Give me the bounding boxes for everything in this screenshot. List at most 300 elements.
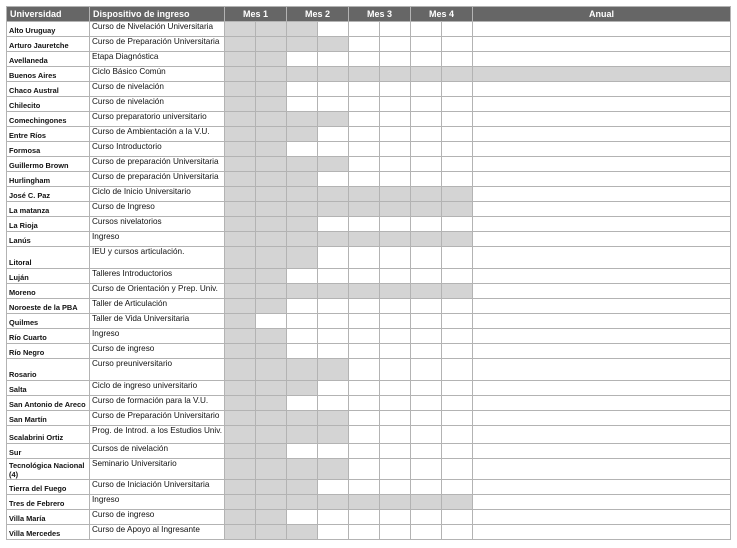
table-row: [7, 495, 731, 510]
period-cell-anual: [473, 187, 731, 202]
period-cell-mes1: [256, 480, 287, 495]
period-cell-mes2: [287, 459, 318, 480]
period-cell-mes2: [318, 426, 349, 444]
period-cell-mes2: [287, 510, 318, 525]
period-cell-mes3: [380, 112, 411, 127]
period-cell-mes3: [380, 284, 411, 299]
period-cell-anual: [473, 247, 731, 269]
admission-device: Curso de Ingreso: [90, 202, 225, 217]
period-cell-mes4: [442, 525, 473, 540]
period-cell-mes1: [225, 187, 256, 202]
table-row: [7, 269, 731, 284]
header-universidad: Universidad: [7, 7, 90, 22]
period-cell-mes4: [442, 284, 473, 299]
period-cell-mes3: [349, 444, 380, 459]
period-cell-mes2: [287, 381, 318, 396]
period-cell-mes2: [318, 37, 349, 52]
period-cell-mes2: [287, 444, 318, 459]
header-mes-3: Mes 3: [349, 7, 411, 22]
period-cell-mes3: [380, 127, 411, 142]
period-cell-mes3: [380, 525, 411, 540]
table-row: [7, 172, 731, 187]
period-cell-mes2: [318, 284, 349, 299]
table-row: [7, 444, 731, 459]
period-cell-mes4: [411, 525, 442, 540]
university-name: Sur: [7, 444, 90, 459]
period-cell-mes1: [225, 495, 256, 510]
admission-table: [6, 6, 731, 540]
period-cell-mes3: [349, 112, 380, 127]
header-anual: Anual: [473, 7, 731, 22]
period-cell-mes4: [411, 269, 442, 284]
period-cell-mes4: [411, 157, 442, 172]
period-cell-mes2: [287, 314, 318, 329]
period-cell-anual: [473, 22, 731, 37]
period-cell-mes4: [411, 359, 442, 381]
university-name: Entre Ríos: [7, 127, 90, 142]
period-cell-mes3: [380, 37, 411, 52]
university-name: Formosa: [7, 142, 90, 157]
period-cell-mes3: [349, 314, 380, 329]
period-cell-mes2: [318, 247, 349, 269]
table-row: [7, 217, 731, 232]
period-cell-mes2: [287, 396, 318, 411]
admission-device: Curso de Preparación Universitario: [90, 411, 225, 426]
period-cell-anual: [473, 459, 731, 480]
table-row: [7, 284, 731, 299]
period-cell-mes4: [411, 344, 442, 359]
period-cell-mes4: [442, 480, 473, 495]
period-cell-mes1: [225, 247, 256, 269]
table-row: [7, 344, 731, 359]
period-cell-mes1: [256, 381, 287, 396]
period-cell-mes3: [380, 172, 411, 187]
period-cell-mes4: [442, 37, 473, 52]
period-cell-anual: [473, 381, 731, 396]
period-cell-mes1: [256, 232, 287, 247]
period-cell-mes3: [380, 381, 411, 396]
period-cell-mes3: [349, 127, 380, 142]
period-cell-mes2: [287, 82, 318, 97]
period-cell-mes3: [349, 525, 380, 540]
period-cell-mes1: [256, 247, 287, 269]
period-cell-mes1: [256, 411, 287, 426]
period-cell-mes1: [225, 381, 256, 396]
table-row: [7, 127, 731, 142]
period-cell-mes4: [442, 459, 473, 480]
admission-device: Taller de Articulación: [90, 299, 225, 314]
admission-device: Curso de Apoyo al Ingresante: [90, 525, 225, 540]
period-cell-mes2: [287, 344, 318, 359]
period-cell-mes4: [411, 37, 442, 52]
header-mes-1: Mes 1: [225, 7, 287, 22]
period-cell-mes4: [442, 314, 473, 329]
admission-device: Ciclo de ingreso universitario: [90, 381, 225, 396]
period-cell-mes1: [256, 510, 287, 525]
period-cell-mes2: [287, 172, 318, 187]
period-cell-anual: [473, 510, 731, 525]
period-cell-mes4: [411, 67, 442, 82]
period-cell-mes4: [411, 142, 442, 157]
university-name: Quilmes: [7, 314, 90, 329]
period-cell-mes4: [442, 444, 473, 459]
period-cell-mes2: [318, 22, 349, 37]
period-cell-mes1: [256, 22, 287, 37]
table-row: [7, 232, 731, 247]
table-row: [7, 426, 731, 444]
university-name: Chaco Austral: [7, 82, 90, 97]
admission-device: Curso de ingreso: [90, 510, 225, 525]
period-cell-mes4: [411, 187, 442, 202]
period-cell-mes3: [349, 359, 380, 381]
table-row: [7, 314, 731, 329]
period-cell-anual: [473, 157, 731, 172]
period-cell-mes3: [349, 329, 380, 344]
period-cell-mes3: [380, 329, 411, 344]
admission-device: Ingreso: [90, 329, 225, 344]
period-cell-mes2: [318, 67, 349, 82]
period-cell-anual: [473, 37, 731, 52]
period-cell-mes2: [318, 97, 349, 112]
period-cell-mes1: [256, 142, 287, 157]
period-cell-anual: [473, 82, 731, 97]
period-cell-anual: [473, 67, 731, 82]
period-cell-anual: [473, 525, 731, 540]
period-cell-mes2: [287, 187, 318, 202]
table-row: [7, 359, 731, 381]
period-cell-mes4: [411, 52, 442, 67]
period-cell-mes1: [225, 284, 256, 299]
period-cell-mes3: [349, 480, 380, 495]
period-cell-mes1: [225, 359, 256, 381]
period-cell-mes3: [380, 444, 411, 459]
period-cell-mes3: [380, 142, 411, 157]
period-cell-mes1: [225, 525, 256, 540]
period-cell-mes2: [287, 112, 318, 127]
table-row: [7, 411, 731, 426]
period-cell-mes3: [349, 82, 380, 97]
period-cell-mes1: [225, 299, 256, 314]
university-name: Lanús: [7, 232, 90, 247]
period-cell-anual: [473, 172, 731, 187]
admission-device: Curso Introductorio: [90, 142, 225, 157]
admission-device: Curso de Iniciación Universitaria: [90, 480, 225, 495]
period-cell-mes1: [225, 510, 256, 525]
period-cell-mes1: [225, 202, 256, 217]
university-name: Comechingones: [7, 112, 90, 127]
table-row: [7, 381, 731, 396]
period-cell-mes4: [442, 127, 473, 142]
period-cell-mes4: [442, 247, 473, 269]
period-cell-mes2: [318, 480, 349, 495]
period-cell-mes3: [349, 217, 380, 232]
period-cell-mes1: [256, 344, 287, 359]
period-cell-mes2: [318, 82, 349, 97]
period-cell-mes4: [411, 495, 442, 510]
period-cell-mes4: [442, 157, 473, 172]
university-name: Chilecito: [7, 97, 90, 112]
table-row: [7, 112, 731, 127]
period-cell-mes4: [411, 284, 442, 299]
period-cell-mes2: [318, 510, 349, 525]
period-cell-mes3: [380, 217, 411, 232]
period-cell-mes1: [225, 52, 256, 67]
period-cell-anual: [473, 426, 731, 444]
university-name: Tres de Febrero: [7, 495, 90, 510]
period-cell-mes4: [442, 396, 473, 411]
table-body: [7, 22, 731, 540]
period-cell-mes3: [349, 97, 380, 112]
period-cell-mes1: [256, 444, 287, 459]
period-cell-mes2: [287, 217, 318, 232]
period-cell-mes1: [256, 459, 287, 480]
period-cell-mes4: [442, 299, 473, 314]
period-cell-mes1: [225, 459, 256, 480]
university-name: La matanza: [7, 202, 90, 217]
period-cell-mes1: [256, 187, 287, 202]
period-cell-anual: [473, 411, 731, 426]
period-cell-mes1: [225, 127, 256, 142]
admission-device: Cursos de nivelación: [90, 444, 225, 459]
admission-device: Curso de nivelación: [90, 97, 225, 112]
period-cell-mes2: [318, 127, 349, 142]
period-cell-mes3: [380, 344, 411, 359]
university-name: Hurlingham: [7, 172, 90, 187]
period-cell-mes2: [318, 329, 349, 344]
period-cell-anual: [473, 444, 731, 459]
period-cell-anual: [473, 127, 731, 142]
period-cell-mes3: [380, 82, 411, 97]
period-cell-mes2: [318, 495, 349, 510]
period-cell-mes1: [256, 157, 287, 172]
period-cell-mes1: [225, 37, 256, 52]
table-row: [7, 247, 731, 269]
period-cell-mes4: [442, 187, 473, 202]
period-cell-mes1: [225, 142, 256, 157]
period-cell-mes3: [349, 52, 380, 67]
period-cell-mes4: [442, 97, 473, 112]
period-cell-anual: [473, 142, 731, 157]
period-cell-mes4: [442, 344, 473, 359]
period-cell-mes3: [380, 299, 411, 314]
period-cell-mes2: [287, 329, 318, 344]
university-name: Scalabrini Ortiz: [7, 426, 90, 444]
period-cell-mes3: [349, 187, 380, 202]
period-cell-mes2: [318, 217, 349, 232]
period-cell-mes3: [380, 187, 411, 202]
period-cell-anual: [473, 344, 731, 359]
university-name: Río Negro: [7, 344, 90, 359]
admission-device: Taller de Vida Universitaria: [90, 314, 225, 329]
period-cell-mes2: [318, 142, 349, 157]
period-cell-mes4: [442, 112, 473, 127]
period-cell-mes3: [349, 157, 380, 172]
period-cell-mes2: [287, 37, 318, 52]
admission-device: Curso de ingreso: [90, 344, 225, 359]
period-cell-mes2: [287, 247, 318, 269]
period-cell-mes4: [442, 495, 473, 510]
period-cell-mes1: [225, 444, 256, 459]
admission-device: Ingreso: [90, 495, 225, 510]
period-cell-mes4: [411, 329, 442, 344]
university-name: José C. Paz: [7, 187, 90, 202]
period-cell-mes1: [256, 172, 287, 187]
header-row: [7, 7, 731, 22]
period-cell-mes1: [256, 359, 287, 381]
period-cell-mes1: [256, 396, 287, 411]
period-cell-mes3: [349, 22, 380, 37]
admission-device: Ciclo Básico Común: [90, 67, 225, 82]
table-row: [7, 82, 731, 97]
period-cell-mes4: [442, 329, 473, 344]
table-row: [7, 52, 731, 67]
period-cell-mes4: [411, 112, 442, 127]
period-cell-mes3: [349, 381, 380, 396]
period-cell-anual: [473, 396, 731, 411]
period-cell-mes4: [442, 217, 473, 232]
period-cell-mes1: [225, 269, 256, 284]
period-cell-mes3: [380, 396, 411, 411]
period-cell-mes2: [287, 157, 318, 172]
admission-device: IEU y cursos articulación.: [90, 247, 225, 269]
period-cell-mes2: [318, 459, 349, 480]
period-cell-mes2: [318, 52, 349, 67]
period-cell-mes3: [349, 284, 380, 299]
period-cell-mes2: [318, 172, 349, 187]
university-name: Buenos Aires: [7, 67, 90, 82]
period-cell-mes2: [287, 359, 318, 381]
admission-device: Curso de Preparación Universitaria: [90, 37, 225, 52]
period-cell-mes1: [256, 495, 287, 510]
admission-device: Curso de Ambientación a la V.U.: [90, 127, 225, 142]
period-cell-mes4: [411, 217, 442, 232]
period-cell-mes4: [411, 444, 442, 459]
period-cell-mes2: [287, 97, 318, 112]
period-cell-mes1: [256, 426, 287, 444]
university-name: Moreno: [7, 284, 90, 299]
period-cell-mes3: [349, 172, 380, 187]
university-name: Avellaneda: [7, 52, 90, 67]
period-cell-mes2: [318, 396, 349, 411]
period-cell-mes4: [442, 426, 473, 444]
period-cell-mes4: [411, 396, 442, 411]
period-cell-mes3: [349, 269, 380, 284]
period-cell-mes2: [287, 127, 318, 142]
period-cell-anual: [473, 284, 731, 299]
period-cell-mes1: [256, 82, 287, 97]
period-cell-mes3: [349, 202, 380, 217]
period-cell-mes3: [349, 232, 380, 247]
period-cell-mes2: [318, 112, 349, 127]
university-name: Rosario: [7, 359, 90, 381]
period-cell-mes1: [256, 269, 287, 284]
university-name: San Antonio de Areco: [7, 396, 90, 411]
period-cell-mes3: [349, 299, 380, 314]
university-name: Noroeste de la PBA: [7, 299, 90, 314]
period-cell-mes2: [318, 344, 349, 359]
university-name: Litoral: [7, 247, 90, 269]
period-cell-mes4: [411, 97, 442, 112]
period-cell-mes1: [256, 202, 287, 217]
period-cell-mes2: [318, 269, 349, 284]
period-cell-mes4: [411, 299, 442, 314]
period-cell-mes1: [225, 217, 256, 232]
period-cell-mes3: [380, 247, 411, 269]
table-row: [7, 22, 731, 37]
period-cell-mes1: [256, 299, 287, 314]
period-cell-mes1: [225, 329, 256, 344]
university-name: Tecnológica Nacional (4): [7, 459, 90, 480]
table-row: [7, 67, 731, 82]
period-cell-mes4: [442, 269, 473, 284]
period-cell-mes3: [380, 157, 411, 172]
university-name: Tierra del Fuego: [7, 480, 90, 495]
university-name: Villa María: [7, 510, 90, 525]
period-cell-mes4: [442, 381, 473, 396]
admission-device: Curso de Nivelación Universitaria: [90, 22, 225, 37]
university-name: Salta: [7, 381, 90, 396]
university-name: Guillermo Brown: [7, 157, 90, 172]
period-cell-mes4: [442, 82, 473, 97]
period-cell-mes2: [287, 525, 318, 540]
period-cell-mes1: [225, 172, 256, 187]
university-name: San Martín: [7, 411, 90, 426]
admission-device: Curso preparatorio universitario: [90, 112, 225, 127]
period-cell-mes4: [411, 381, 442, 396]
period-cell-mes1: [225, 314, 256, 329]
university-name: Río Cuarto: [7, 329, 90, 344]
period-cell-mes3: [349, 459, 380, 480]
period-cell-mes4: [411, 411, 442, 426]
period-cell-mes4: [442, 510, 473, 525]
period-cell-mes3: [380, 67, 411, 82]
table-row: [7, 510, 731, 525]
university-name: Villa Mercedes: [7, 525, 90, 540]
period-cell-mes1: [225, 480, 256, 495]
period-cell-mes1: [256, 314, 287, 329]
period-cell-anual: [473, 202, 731, 217]
period-cell-mes2: [287, 269, 318, 284]
period-cell-mes1: [225, 344, 256, 359]
period-cell-mes3: [349, 426, 380, 444]
period-cell-anual: [473, 495, 731, 510]
university-name: La Rioja: [7, 217, 90, 232]
period-cell-mes1: [225, 22, 256, 37]
period-cell-mes3: [380, 459, 411, 480]
period-cell-mes3: [349, 67, 380, 82]
period-cell-mes1: [256, 284, 287, 299]
period-cell-mes1: [256, 67, 287, 82]
admission-device: Curso preuniversitario: [90, 359, 225, 381]
university-name: Luján: [7, 269, 90, 284]
period-cell-mes4: [411, 127, 442, 142]
header-dispositivo: Dispositivo de ingreso: [90, 7, 225, 22]
period-cell-mes3: [380, 480, 411, 495]
period-cell-mes3: [349, 495, 380, 510]
period-cell-anual: [473, 480, 731, 495]
period-cell-mes1: [256, 52, 287, 67]
period-cell-mes2: [287, 232, 318, 247]
period-cell-mes4: [411, 172, 442, 187]
table-row: [7, 480, 731, 495]
period-cell-mes2: [287, 299, 318, 314]
table-row: [7, 202, 731, 217]
period-cell-mes4: [411, 247, 442, 269]
period-cell-mes4: [411, 459, 442, 480]
period-cell-mes3: [380, 232, 411, 247]
table-row: [7, 187, 731, 202]
period-cell-mes1: [225, 232, 256, 247]
